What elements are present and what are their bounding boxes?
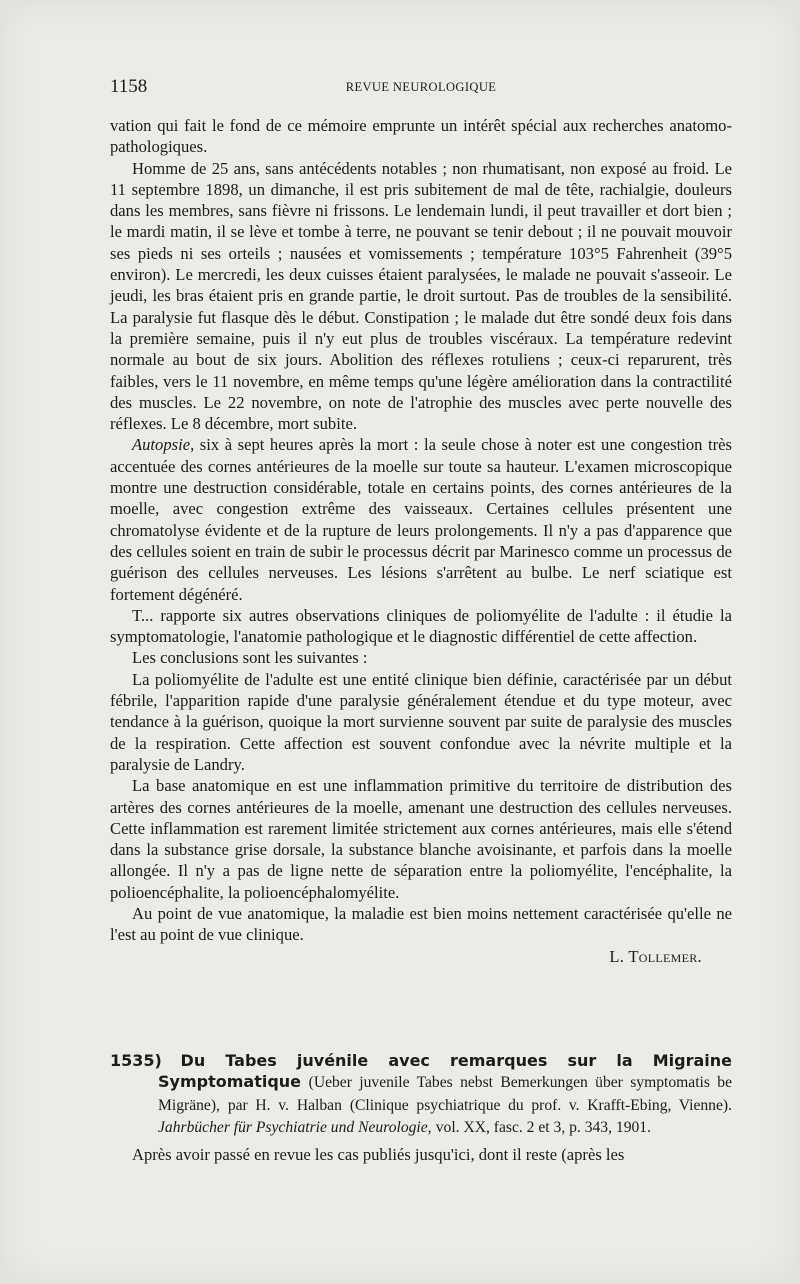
entry-number: 1535) — [110, 1051, 162, 1070]
signature: L. Tollemer. — [609, 946, 702, 966]
paragraph: Les conclusions sont les suivantes : — [132, 648, 368, 668]
entry-affiliation: (Clinique psychiatrique du prof. v. Krafft-Ebing, Vienne). — [349, 1096, 732, 1114]
journal-title: REVUE NEUROLOGIQUE — [345, 80, 497, 94]
page-number: 1158 — [110, 76, 148, 97]
paragraph: La poliomyélite de l'adulte est une entité clinique bien définie, caractérisée par un début fébrile, l'apparition rapide d'une paralysie généralement étendue et du type moteur, avec tendance à la guérison, quoique la mort survienne souvent par suite de paralysie des muscles de la respiration. Cette affection est souvent confondue avec la névrite multiple et la paralysie de Landry. — [110, 669, 732, 774]
article-body — [110, 115, 732, 967]
entry-heading — [110, 1050, 732, 1138]
paragraph: Homme de 25 ans, sans antécédents notables ; non rhumatisant, non exposé au froid. Le 11 septembre 1898, un dimanche, il est pris subitement de mal de tête, rachialgie, douleurs dans les membres, sans fièvre ni frissons. Le lendemain lundi, il peut travailler et dort bien ; le mardi matin, il se lève et tombe à terre, ne pouvant se tenir debout ; il ne pouvait mouvoir ses pieds ni ses orteils ; nausées et vomissements ; température 103°5 Fahrenheit (39°5 environ). Le mercredi, les deux cuisses étaient paralysées, le malade ne pouvait s'asseoir. Le jeudi, les bras étaient pris en grande partie, le droit surtout. Pas de troubles de la sensibilité. La paralysie fut flasque dès le début. Constipation ; le malade dut être sondé deux fois dans la première semaine, puis il n'y eut plus de troubles viscéraux. La température redevint normale au bout de six jours. Abolition des réflexes rotuliens ; ceux-ci reparurent, très faibles, vers le 11 novembre, en même temps qu'une légère amélioration dans la contractilité des muscles. Le 22 novembre, on note de l'atrophie des muscles avec perte nouvelle des réflexes. Le 8 décembre, mort subite. — [110, 158, 732, 434]
paragraph — [110, 434, 732, 604]
paragraph: T... rapporte six autres observations cliniques de poliomyélite de l'adulte : il étudie la symptomatologie, l'anatomie pathologique et le diagnostic différentiel de cette affection. — [110, 605, 732, 647]
entry-author-prefix: par H. v. — [227, 1096, 289, 1114]
entry-original-title: (Ueber juvenile Tabes nebst Bemerkungen über symptomatis be Migräne), — [158, 1074, 732, 1114]
entry-author: Halban — [296, 1096, 342, 1114]
page-header — [110, 76, 732, 100]
scanned-page — [4, 4, 796, 1280]
bibliography-entry — [110, 1050, 732, 1165]
autopsy-text: six à sept heures après la mort : la seule chose à noter est une congestion très accentuée des cornes antérieures de la moelle sur toute sa hauteur. L'examen microscopique montre une destruction considérable, totale en certains points, des cornes antérieures de la moelle, avec congestion extrême des vaisseaux. Certaines cellules présentent une chromatolyse évidente et de la rupture de leurs prolongements. Il n'y a pas d'apparence que des cellules soient en train de subir le processus décrit par Marinesco comme un processus de guérison des cellules nerveuses. Les lésions s'arrêtent au bulbe. Le nerf sciatique est fortement dégénéré. — [110, 435, 732, 604]
entry-citation: vol. XX, fasc. 2 et 3, p. 343, 1901. — [435, 1118, 651, 1136]
paragraph: La base anatomique en est une inflammation primitive du territoire de distribution des artères des cornes antérieures de la moelle, amenant une destruction des cellules nerveuses. Cette inflammation est rarement limitée strictement aux cornes antérieures, mais elle s'étend dans la substance grise dorsale, la substance blanche avoisinante, et parfois dans la moelle allongée. Il n'y a pas de ligne nette de séparation entre la poliomyélite, l'encéphalite, la polioencéphalite, la polioencéphalomyélite. — [110, 776, 732, 902]
entry-journal: Jahrbücher für Psychiatrie und Neurologie, — [158, 1118, 432, 1136]
paragraph-text: Au point de vue anatomique, la maladie est bien moins nettement caractérisée qu'elle ne l'est au point de vue clinique. — [110, 903, 732, 945]
paragraph: vation qui fait le fond de ce mémoire emprunte un intérêt spécial aux recherches anatomo-pathologiques. — [110, 116, 732, 157]
entry-title: Du Tabes juvénile avec remarques sur la Migraine Symptomatique — [158, 1051, 732, 1092]
entry-text: Après avoir passé en revue les cas publiés jusqu'ici, dont il reste (après les — [132, 1145, 625, 1165]
paragraph — [110, 903, 732, 967]
autopsy-label: Autopsie, — [132, 435, 195, 455]
